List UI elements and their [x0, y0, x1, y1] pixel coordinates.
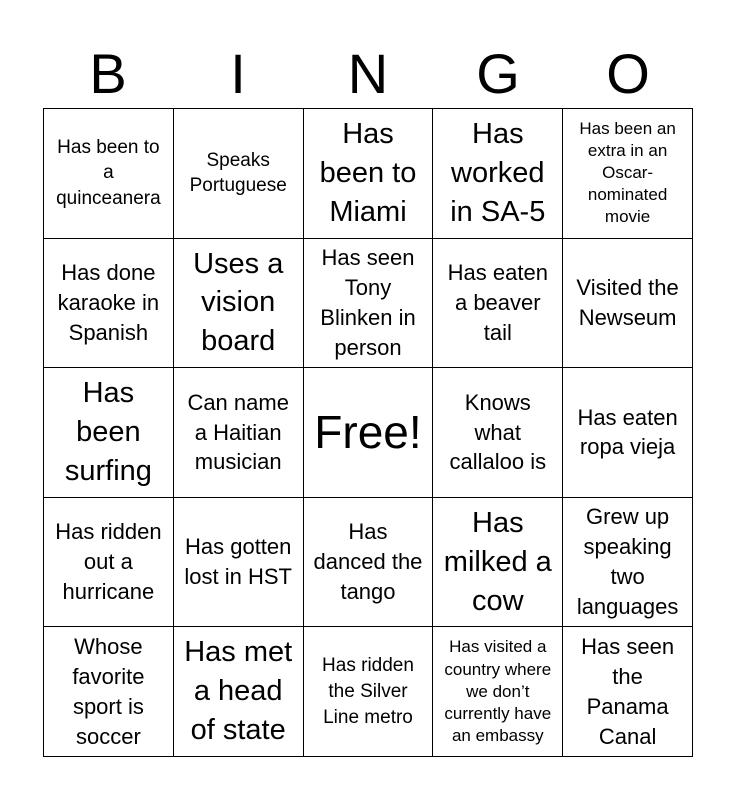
cell-text: Has danced the tango — [313, 519, 423, 605]
cell-text: Has milked a cow — [443, 506, 552, 617]
cell-text: Has eaten a beaver tail — [447, 260, 548, 345]
bingo-cell[interactable] — [44, 627, 174, 757]
cell-text: Has been to a quinceanera — [56, 136, 161, 210]
bingo-cell[interactable] — [433, 368, 563, 498]
bingo-cell[interactable] — [563, 498, 693, 628]
header-letter-b: B — [89, 42, 127, 105]
cell-text: Has met a head of state — [184, 636, 293, 747]
bingo-cell[interactable] — [174, 239, 304, 369]
cell-text: Has done karaoke in Spanish — [57, 260, 160, 345]
bingo-header — [43, 40, 693, 108]
cell-text: Grew up speaking two languages — [576, 504, 679, 619]
cell-text: Has ridden out a hurricane — [55, 519, 162, 605]
cell-text: Speaks Portuguese — [189, 149, 287, 197]
cell-text: Can name a Haitian musician — [187, 389, 289, 475]
cell-text: Has gotten lost in HST — [184, 534, 292, 590]
cell-text: Has been to Miami — [319, 118, 417, 228]
cell-text: Has seen the Panama Canal — [581, 633, 675, 749]
bingo-cell[interactable] — [433, 239, 563, 369]
cell-text: Has been surfing — [64, 377, 152, 487]
bingo-grid — [43, 108, 693, 757]
bingo-cell[interactable] — [433, 498, 563, 628]
header-letter-o: O — [606, 42, 650, 105]
cell-text: Has worked in SA-5 — [450, 118, 546, 228]
cell-text: Has ridden the Silver Line metro — [322, 655, 414, 728]
bingo-cell[interactable] — [44, 109, 174, 239]
bingo-cell[interactable] — [304, 239, 434, 369]
bingo-cell[interactable] — [433, 627, 563, 757]
cell-text: Free! — [314, 405, 422, 458]
cell-text: Has seen Tony Blinken in person — [320, 245, 416, 360]
bingo-cell[interactable] — [174, 368, 304, 498]
bingo-cell[interactable] — [174, 109, 304, 239]
bingo-cell[interactable] — [563, 109, 693, 239]
bingo-cell[interactable] — [304, 498, 434, 628]
free-space[interactable] — [304, 368, 434, 498]
cell-text: Knows what callaloo is — [449, 389, 547, 475]
cell-text: Has been an extra in an Oscar-nominated movie — [579, 119, 676, 227]
bingo-cell[interactable] — [44, 239, 174, 369]
header-letter-i: I — [230, 42, 246, 105]
bingo-cell[interactable] — [174, 498, 304, 628]
cell-text: Has visited a country where we don’t currently have an embassy — [444, 637, 552, 745]
bingo-cell[interactable] — [44, 498, 174, 628]
bingo-cell[interactable] — [174, 627, 304, 757]
bingo-cell[interactable] — [563, 368, 693, 498]
bingo-cell[interactable] — [563, 239, 693, 369]
bingo-cell[interactable] — [304, 627, 434, 757]
header-letter-n: N — [347, 42, 389, 105]
bingo-cell[interactable] — [433, 109, 563, 239]
cell-text: Visited the Newseum — [576, 274, 679, 330]
cell-text: Whose favorite sport is soccer — [72, 633, 145, 749]
bingo-cell[interactable] — [304, 109, 434, 239]
cell-text: Has eaten ropa vieja — [577, 404, 678, 460]
header-letter-g: G — [476, 42, 520, 105]
bingo-cell[interactable] — [44, 368, 174, 498]
bingo-cell[interactable] — [563, 627, 693, 757]
cell-text: Uses a vision board — [193, 247, 284, 358]
